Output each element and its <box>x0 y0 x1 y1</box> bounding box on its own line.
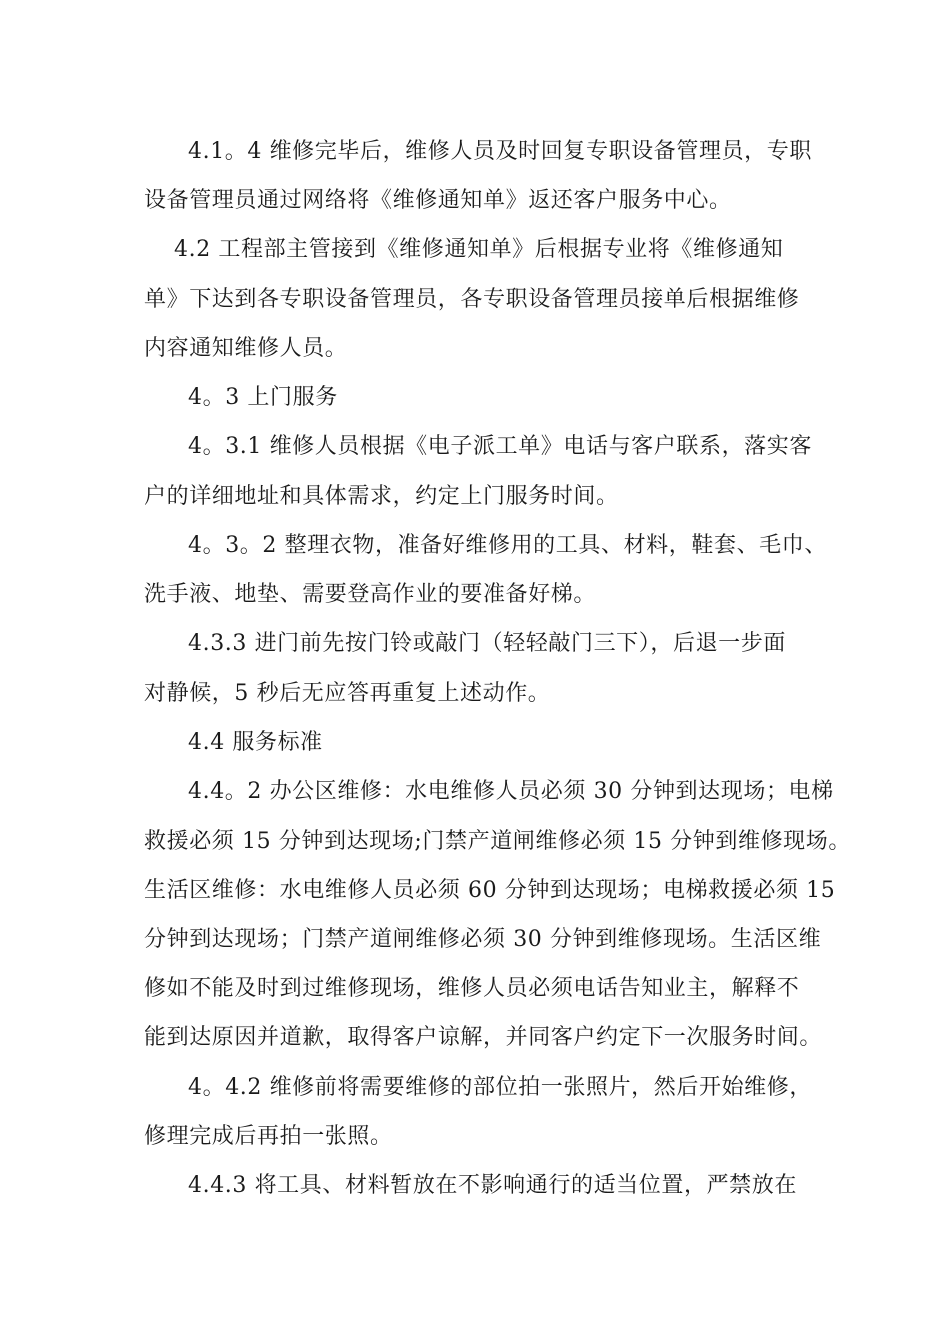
para-4-4-2-line-4: 分钟到达现场；门禁产道闸维修必须 30 分钟到维修现场。生活区维 <box>144 927 822 952</box>
para-4-4-2-line-1: 4.4。2 办公区维修：水电维修人员必须 30 分钟到达现场；电梯 <box>188 779 834 804</box>
para-4-2-line-1: 4.2 工程部主管接到《维修通知单》后根据专业将《维修通知 <box>174 237 784 262</box>
para-4-3-3-line-1: 4.3.3 进门前先按门铃或敲门（轻轻敲门三下），后退一步面 <box>188 631 786 656</box>
heading-4-4: 4.4 服务标准 <box>188 730 323 755</box>
para-4-4-2b-line-1: 4。4.2 维修前将需要维修的部位拍一张照片，然后开始维修， <box>188 1075 812 1100</box>
para-4-4-2b-line-2: 修理完成后再拍一张照。 <box>144 1124 393 1149</box>
para-4-4-3-line-1: 4.4.3 将工具、材料暂放在不影响通行的适当位置，严禁放在 <box>188 1173 797 1198</box>
heading-4-3: 4。3 上门服务 <box>188 385 338 410</box>
para-4-4-2-line-6: 能到达原因并道歉，取得客户谅解，并同客户约定下一次服务时间。 <box>144 1025 823 1050</box>
para-4-2-line-2: 单》下达到各专职设备管理员，各专职设备管理员接单后根据维修 <box>144 287 800 312</box>
para-4-4-2-line-3: 生活区维修：水电维修人员必须 60 分钟到达现场；电梯救援必须 15 <box>144 878 836 903</box>
para-4-2-line-3: 内容通知维修人员。 <box>144 336 348 361</box>
para-4-4-2-line-5: 修如不能及时到过维修现场，维修人员必须电话告知业主，解释不 <box>144 976 800 1001</box>
para-4-3-2-line-1: 4。3。2 整理衣物，准备好维修用的工具、材料，鞋套、毛巾、 <box>188 533 827 558</box>
para-4-1-4-line-1: 4.1。4 维修完毕后，维修人员及时回复专职设备管理员，专职 <box>188 139 812 164</box>
para-4-3-1-line-2: 户的详细地址和具体需求，约定上门服务时间。 <box>144 484 619 509</box>
para-4-3-3-line-2: 对静候，5 秒后无应答再重复上述动作。 <box>144 681 551 706</box>
para-4-4-2-line-2: 救援必须 15 分钟到达现场;门禁产道闸维修必须 15 分钟到维修现场。 <box>144 829 851 854</box>
para-4-3-2-line-2: 洗手液、地垫、需要登高作业的要准备好梯。 <box>144 582 597 607</box>
para-4-3-1-line-1: 4。3.1 维修人员根据《电子派工单》电话与客户联系，落实客 <box>188 434 812 459</box>
para-4-1-4-line-2: 设备管理员通过网络将《维修通知单》返还客户服务中心。 <box>144 188 732 213</box>
